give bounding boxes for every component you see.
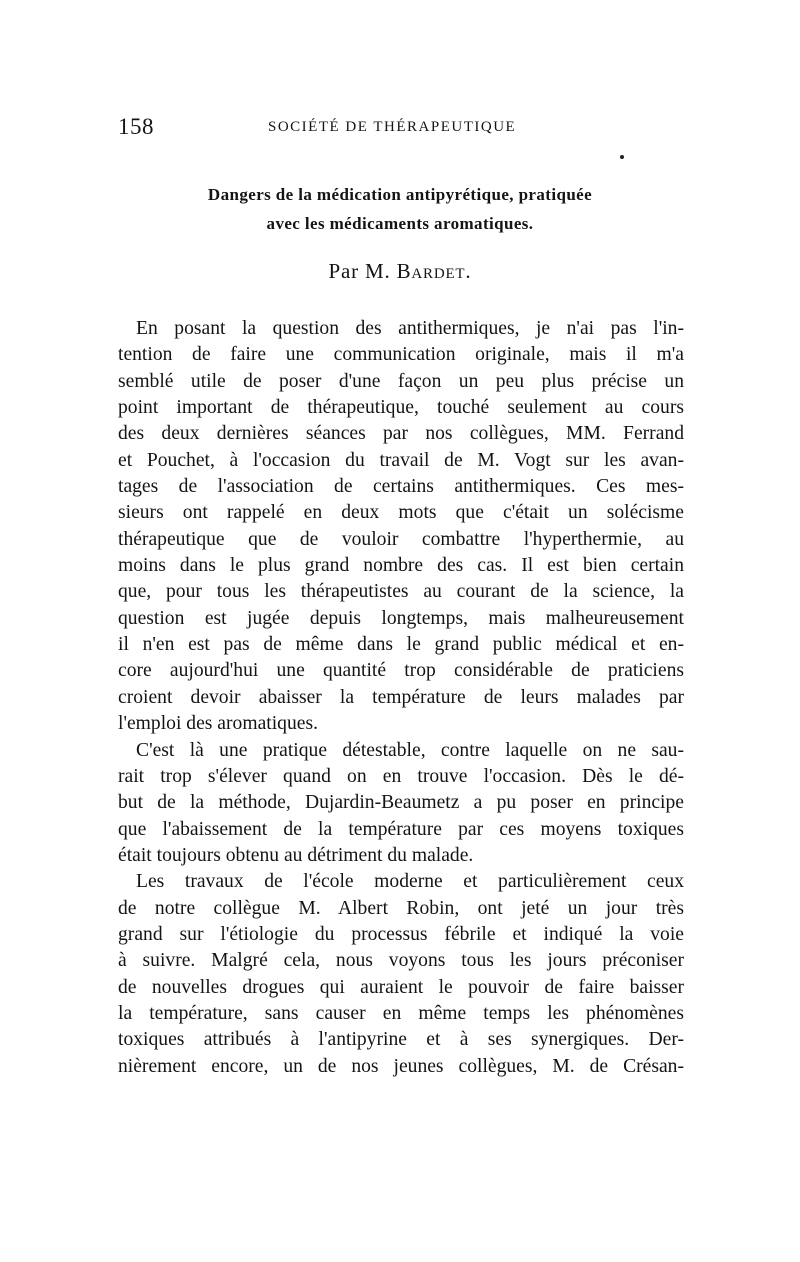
text-line: En posant la question des antithermiques, je n'ai pas l'in- xyxy=(136,318,684,339)
byline xyxy=(90,256,710,286)
text-line: Les travaux de l'école moderne et particulièrement ceux xyxy=(136,871,684,893)
article-title-line: avec les médicaments aromatiques. xyxy=(266,214,534,233)
body-text xyxy=(118,316,684,1080)
text-line: grand sur l'étiologie du processus fébrile et indiqué la voie xyxy=(118,923,684,945)
text-line: toxiques attribués à l'antipyrine et à ses synergiques. Der- xyxy=(118,1029,684,1051)
author-name: Bardet. xyxy=(396,259,472,283)
text-line: la température, sans causer en même temps les phénomènes xyxy=(118,1002,684,1024)
text-line: sieurs ont rappelé en deux mots que c'était un solécisme xyxy=(118,502,684,524)
ink-speck xyxy=(620,155,624,159)
text-line: but de la méthode, Dujardin-Beaumetz a pu poser en principe xyxy=(118,792,684,814)
paragraph xyxy=(118,316,684,738)
text-line: il n'en est pas de même dans le grand public médical et en- xyxy=(118,634,684,656)
text-line: que, pour tous les thérapeutistes au courant de la science, la xyxy=(118,581,684,603)
text-line: point important de thérapeutique, touché seulement au cours xyxy=(118,397,684,419)
text-line: C'est là une pratique détestable, contre laquelle on ne sau- xyxy=(136,739,684,761)
text-line: de nouvelles drogues qui auraient le pouvoir de faire baisser xyxy=(118,976,684,998)
page-number: 158 xyxy=(118,114,154,139)
paragraph xyxy=(118,869,684,1080)
text-line: tages de l'association de certains antithermiques. Ces mes- xyxy=(118,476,684,498)
text-line: de notre collègue M. Albert Robin, ont jeté un jour très xyxy=(118,897,684,919)
text-line: nièrement encore, un de nos jeunes collègues, M. de Crésan- xyxy=(118,1055,684,1077)
byline-prefix: Par M. xyxy=(328,259,391,283)
article-title-line: Dangers de la médication antipyrétique, pratiquée xyxy=(207,185,593,204)
text-line: était toujours obtenu au détriment du malade. xyxy=(118,844,474,866)
text-line: moins dans le plus grand nombre des cas. Il est bien certain xyxy=(118,555,684,577)
text-line: semblé utile de poser d'une façon un peu plus précise un xyxy=(118,370,684,392)
text-line: à suivre. Malgré cela, nous voyons tous les jours préconiser xyxy=(118,950,684,972)
running-title: SOCIÉTÉ DE THÉRAPEUTIQUE xyxy=(268,119,517,135)
article-title xyxy=(90,180,710,238)
paragraph xyxy=(118,738,684,870)
text-line: tention de faire une communication originale, mais il m'a xyxy=(118,344,684,366)
running-head xyxy=(118,112,684,142)
text-line: croient devoir abaisser la température de leurs malades par xyxy=(118,686,684,708)
text-line: que l'abaissement de la température par ces moyens toxiques xyxy=(118,818,684,840)
text-line: l'emploi des aromatiques. xyxy=(118,713,318,735)
text-line: question est jugée depuis longtemps, mais malheureusement xyxy=(118,607,684,629)
text-line: thérapeutique que de vouloir combattre l'hyperthermie, au xyxy=(118,528,684,550)
text-line: et Pouchet, à l'occasion du travail de M. Vogt sur les avan- xyxy=(118,449,684,471)
text-line: core aujourd'hui une quantité trop considérable de praticiens xyxy=(118,660,684,682)
text-line: des deux dernières séances par nos collègues, MM. Ferrand xyxy=(118,423,684,445)
text-line: rait trop s'élever quand on en trouve l'occasion. Dès le dé- xyxy=(118,765,684,787)
